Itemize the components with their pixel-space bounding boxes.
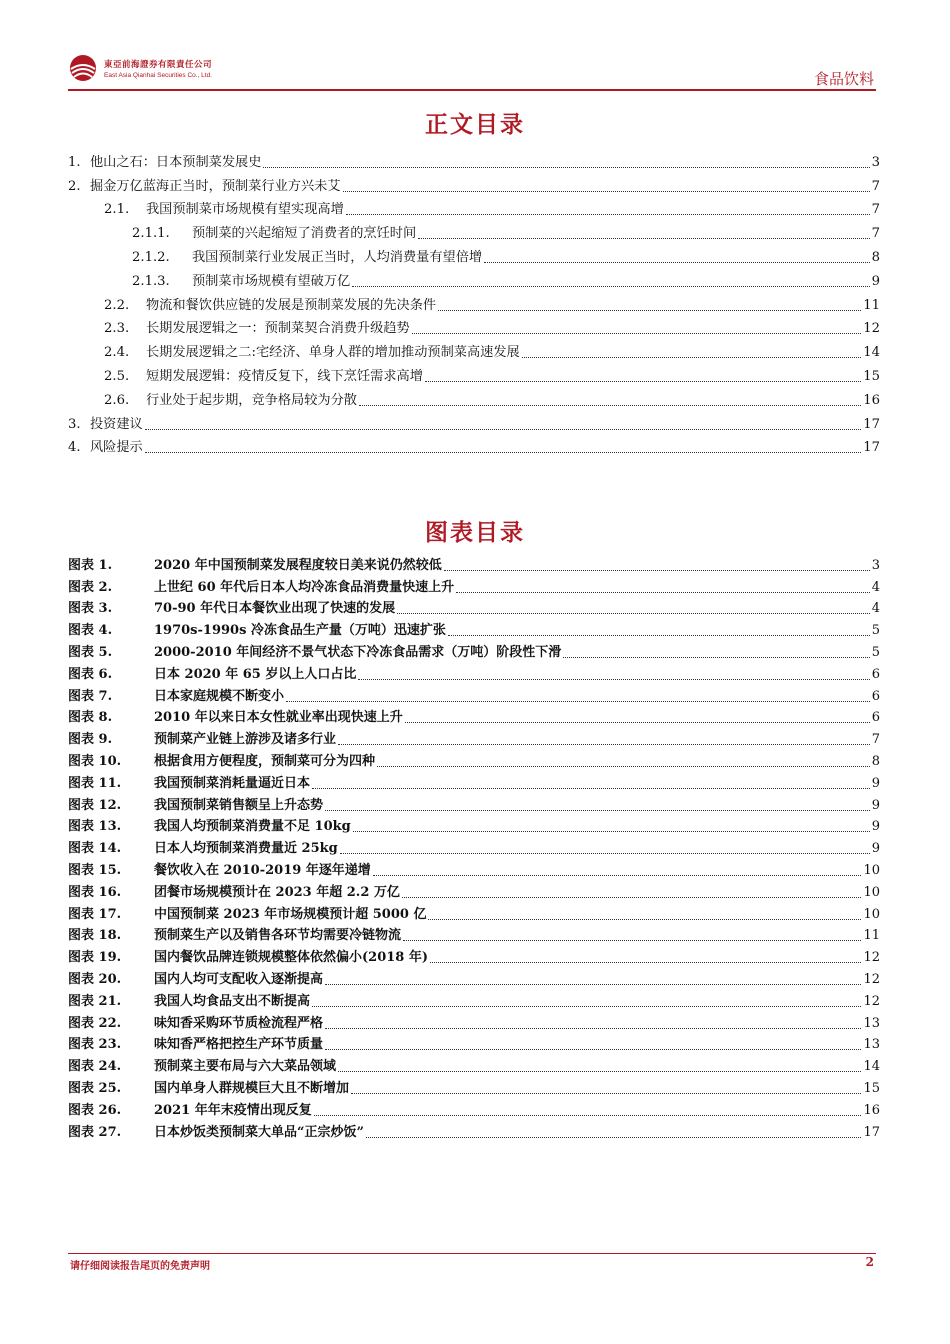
- figure-entry[interactable]: [68, 944, 880, 966]
- toc-entry-text: [68, 155, 263, 171]
- toc-entry-text: [104, 369, 425, 385]
- company-logo: [68, 53, 212, 83]
- figure-entry-page: 14: [863, 1059, 880, 1075]
- toc-entry-title: 预制菜市场规模有望破万亿: [192, 273, 351, 289]
- toc-leader-dots: [438, 310, 861, 311]
- toc-leader-dots: [145, 452, 861, 453]
- toc-entry-text: [104, 202, 346, 218]
- figure-leader-dots: [351, 1093, 861, 1094]
- toc-entry[interactable]: [68, 361, 880, 385]
- figure-leader-dots: [428, 919, 861, 920]
- figure-entry-label: 图表 12.: [68, 797, 122, 813]
- figure-entry-label: 图表 2.: [68, 579, 113, 595]
- figure-entry[interactable]: [68, 792, 880, 814]
- figure-entry[interactable]: [68, 1075, 880, 1097]
- figure-entry-text: [68, 710, 405, 726]
- toc-entry-number: 2.1.: [104, 202, 130, 218]
- figure-entry-page: 12: [863, 950, 880, 966]
- figure-entry[interactable]: [68, 988, 880, 1010]
- figure-entry-text: [68, 885, 402, 901]
- figure-entry-page: 4: [871, 601, 880, 617]
- figure-entry[interactable]: [68, 639, 880, 661]
- toc-heading: 正文目录: [425, 111, 525, 138]
- toc-leader-dots: [145, 429, 861, 430]
- company-logo-icon: [68, 53, 98, 83]
- figure-entry-page: 15: [863, 1080, 880, 1096]
- figure-entry-text: [68, 1125, 366, 1141]
- toc-entry-number: 2.3.: [104, 321, 130, 337]
- figure-entry-page: 8: [871, 753, 880, 769]
- toc-entry-text: [68, 440, 145, 456]
- figure-entry-title: 2010 年以来日本女性就业率出现快速上升: [154, 710, 403, 726]
- figure-entry-title: 1970s-1990s 冷冻食品生产量（万吨）迅速扩张: [154, 623, 446, 639]
- toc-leader-dots: [425, 381, 861, 382]
- toc-entry-number: 2.6.: [104, 392, 130, 408]
- figure-entry-label: 图表 6.: [68, 666, 113, 682]
- figure-entry-title: 日本人均预制菜消费量近 25kg: [154, 841, 338, 857]
- figure-entry-title: 我国人均预制菜消费量不足 10kg: [154, 819, 351, 835]
- toc-entry-number: 2.4.: [104, 345, 130, 361]
- figure-entry-text: [68, 798, 325, 814]
- figure-entry[interactable]: [68, 683, 880, 705]
- toc-leader-dots: [412, 333, 861, 334]
- figure-entry-title: 预制菜产业链上游涉及诸多行业: [154, 732, 337, 748]
- figure-entry-page: 5: [871, 644, 880, 660]
- toc-entry-page: 9: [871, 273, 880, 289]
- figure-entry-text: [68, 776, 312, 792]
- toc-entry-number: 4.: [68, 440, 81, 456]
- toc-entry-number: 2.1.1.: [132, 226, 170, 242]
- figure-entry[interactable]: [68, 1097, 880, 1119]
- toc-leader-dots: [359, 405, 861, 406]
- figure-entry-title: 味知香采购环节质检流程严格: [154, 1015, 324, 1031]
- figure-entry-page: 12: [863, 993, 880, 1009]
- toc-entry-title: 短期发展逻辑：疫情反复下，线下烹饪需求高增: [146, 368, 423, 384]
- toc-entry[interactable]: [68, 290, 880, 314]
- page-header: [68, 48, 876, 90]
- figure-leader-dots: [403, 940, 861, 941]
- toc-entry-number: 2.: [68, 178, 81, 194]
- figure-entry-title: 国内单身人群规模巨大且不断增加: [154, 1080, 350, 1096]
- figure-entry[interactable]: [68, 835, 880, 857]
- figure-entry[interactable]: [68, 748, 880, 770]
- toc-entry-number: 2.2.: [104, 297, 130, 313]
- figure-entry-text: [68, 1059, 338, 1075]
- figure-entry[interactable]: [68, 617, 880, 639]
- figure-entry-text: [68, 972, 325, 988]
- figure-leader-dots: [397, 613, 870, 614]
- figure-entry-label: 图表 10.: [68, 753, 122, 769]
- figure-leader-dots: [563, 657, 869, 658]
- figure-entry[interactable]: [68, 1010, 880, 1032]
- figure-entry-title: 上世纪 60 年代后日本人均冷冻食品消费量快速上升: [154, 579, 455, 595]
- toc-entry-title: 长期发展逻辑之一：预制菜契合消费升级趋势: [146, 321, 410, 337]
- figure-entry-page: 7: [871, 732, 880, 748]
- figure-entry[interactable]: [68, 814, 880, 836]
- toc-entry[interactable]: [68, 218, 880, 242]
- toc-entry-page: 3: [871, 154, 880, 170]
- toc-entry[interactable]: [68, 266, 880, 290]
- figure-entry[interactable]: [68, 596, 880, 618]
- figure-entry-title: 日本炒饭类预制菜大单品“正宗炒饭”: [154, 1124, 364, 1140]
- toc-entry-page: 16: [863, 392, 880, 408]
- figure-entry-page: 13: [863, 1037, 880, 1053]
- figure-entry-label: 图表 21.: [68, 993, 122, 1009]
- figure-leader-dots: [405, 722, 870, 723]
- figure-leader-dots: [358, 679, 869, 680]
- figure-entry-title: 团餐市场规模预计在 2023 年超 2.2 万亿: [154, 884, 400, 900]
- toc-entry[interactable]: [68, 385, 880, 409]
- figure-entry-text: [68, 580, 456, 596]
- figure-entry[interactable]: [68, 726, 880, 748]
- figure-entry-title: 预制菜生产以及销售各环节均需要冷链物流: [154, 928, 402, 944]
- figure-entry-page: 9: [871, 797, 880, 813]
- figure-entry-page: 6: [871, 688, 880, 704]
- figure-entry-label: 图表 20.: [68, 971, 122, 987]
- toc-entry-page: 11: [863, 297, 880, 313]
- figure-entry-text: [68, 558, 444, 574]
- figure-entry-label: 图表 14.: [68, 841, 122, 857]
- toc-entry[interactable]: [68, 409, 880, 433]
- figure-entry-text: [68, 623, 448, 639]
- figure-leader-dots: [366, 1137, 861, 1138]
- figure-entry-title: 味知香严格把控生产环节质量: [154, 1037, 324, 1053]
- company-name-cn: 東亞前海證券有限責任公司: [104, 59, 213, 70]
- figure-entry-text: [68, 1103, 314, 1119]
- figure-entry-text: [68, 994, 312, 1010]
- toc-leader-dots: [346, 214, 870, 215]
- toc-entry-page: 17: [863, 416, 880, 432]
- figure-leader-dots: [325, 1028, 861, 1029]
- figure-entry-title: 2021 年年末疫情出现反复: [154, 1102, 312, 1118]
- figure-entry-text: [68, 689, 286, 705]
- toc-entry-title: 行业处于起步期，竞争格局较为分散: [146, 392, 357, 408]
- figure-entry-title: 70-90 年代日本餐饮业出现了快速的发展: [154, 601, 396, 617]
- figure-entry-label: 图表 17.: [68, 906, 122, 922]
- figure-leader-dots: [312, 1006, 861, 1007]
- toc-entry-number: 3.: [68, 416, 81, 432]
- toc-entry-number: 2.1.3.: [132, 273, 170, 289]
- figure-leader-dots: [286, 701, 870, 702]
- figure-entry-title: 国内餐饮品牌连锁规模整体依然偏小(2018 年): [154, 950, 429, 966]
- toc-entry-title: 掘金万亿蓝海正当时，预制菜行业方兴未艾: [90, 178, 341, 194]
- figure-entry-label: 图表 5.: [68, 644, 113, 660]
- figure-entry-label: 图表 25.: [68, 1080, 122, 1096]
- figure-entry-page: 3: [871, 557, 880, 573]
- figure-leader-dots: [373, 875, 862, 876]
- figure-entry[interactable]: [68, 901, 880, 923]
- figure-entry-text: [68, 928, 403, 944]
- figure-entry-title: 日本 2020 年 65 岁以上人口占比: [154, 666, 357, 682]
- figure-entry-text: [68, 950, 430, 966]
- toc-entry[interactable]: [68, 337, 880, 361]
- figure-entry-label: 图表 24.: [68, 1059, 122, 1075]
- figure-leader-dots: [314, 1115, 862, 1116]
- figure-entry-title: 日本家庭规模不断变小: [154, 688, 285, 704]
- figure-entry[interactable]: [68, 574, 880, 596]
- toc-entry[interactable]: [68, 171, 880, 195]
- figure-entry-text: [68, 732, 338, 748]
- figure-leader-dots: [325, 1049, 861, 1050]
- figure-entry-title: 预制菜主要布局与六大菜品领域: [154, 1059, 337, 1075]
- figure-entry[interactable]: [68, 923, 880, 945]
- figure-entry[interactable]: [68, 966, 880, 988]
- figure-entry-page: 9: [871, 819, 880, 835]
- figure-entry-text: [68, 667, 358, 683]
- figure-entry-text: [68, 841, 340, 857]
- figure-leader-dots: [402, 897, 862, 898]
- figure-leader-dots: [340, 853, 870, 854]
- figure-entry-page: 4: [871, 579, 880, 595]
- header-divider: [68, 89, 876, 91]
- figure-entry-label: 图表 16.: [68, 884, 122, 900]
- page-number: 2: [865, 1255, 874, 1269]
- toc-entry-text: [132, 250, 484, 266]
- figure-entry-page: 9: [871, 841, 880, 857]
- toc-leader-dots: [352, 286, 869, 287]
- figure-entry-label: 图表 18.: [68, 928, 122, 944]
- toc-entry-title: 长期发展逻辑之二:宅经济、单身人群的增加推动预制菜高速发展: [146, 345, 520, 361]
- toc-leader-dots: [263, 167, 869, 168]
- toc-entry-number: 1.: [68, 154, 81, 170]
- figure-entry-label: 图表 11.: [68, 775, 122, 791]
- toc-entry-page: 15: [863, 368, 880, 384]
- figure-entry-text: [68, 1081, 351, 1097]
- toc-entry-number: 2.5.: [104, 368, 130, 384]
- figure-leader-dots: [353, 831, 870, 832]
- industry-label: 食品饮料: [813, 70, 874, 88]
- figure-entry-title: 2000-2010 年间经济不景气状态下冷冻食品需求（万吨）阶段性下滑: [154, 644, 562, 660]
- figure-leader-dots: [312, 788, 870, 789]
- figure-entry-page: 10: [863, 906, 880, 922]
- figure-entry[interactable]: [68, 879, 880, 901]
- figure-entry-label: 图表 26.: [68, 1102, 122, 1118]
- figure-entry-label: 图表 19.: [68, 950, 122, 966]
- toc-entry-title: 物流和餐饮供应链的发展是预制菜发展的先决条件: [146, 297, 437, 313]
- figure-leader-dots: [377, 766, 870, 767]
- figure-entry-text: [68, 1037, 325, 1053]
- figure-entry-label: 图表 8.: [68, 710, 113, 726]
- toc-entry-page: 7: [871, 226, 880, 242]
- figure-entry-title: 中国预制菜 2023 年市场规模预计超 5000 亿: [154, 906, 427, 922]
- toc-entry-title: 预制菜的兴起缩短了消费者的烹饪时间: [192, 226, 417, 242]
- figure-entry-label: 图表 23.: [68, 1037, 122, 1053]
- toc-entry-text: [68, 417, 145, 433]
- figure-leader-dots: [444, 570, 870, 571]
- figure-leader-dots: [338, 1071, 861, 1072]
- toc-entry-text: [104, 393, 359, 409]
- toc-entry-text: [132, 274, 352, 290]
- toc-entry-text: [104, 345, 522, 361]
- figure-entry-page: 10: [863, 884, 880, 900]
- figure-entry-text: [68, 819, 353, 835]
- figure-entry-text: [68, 754, 377, 770]
- figure-entry[interactable]: [68, 552, 880, 574]
- figure-entry-text: [68, 1016, 325, 1032]
- toc-entry-page: 7: [871, 202, 880, 218]
- figure-entry-title: 国内人均可支配收入逐渐提高: [154, 971, 324, 987]
- figure-entry-label: 图表 3.: [68, 601, 113, 617]
- toc-entry-page: 12: [863, 321, 880, 337]
- company-name-en: East Asia Qianhai Securities Co., Ltd.: [104, 71, 213, 79]
- toc-leader-dots: [522, 357, 862, 358]
- toc-entry-number: 2.1.2.: [132, 249, 170, 265]
- toc-entry-title: 风险提示: [90, 440, 143, 456]
- figure-leader-dots: [430, 962, 861, 963]
- figure-entry-label: 图表 15.: [68, 862, 122, 878]
- footer-divider: [68, 1253, 876, 1254]
- toc-leader-dots: [484, 262, 869, 263]
- figure-leader-dots: [325, 810, 870, 811]
- figure-entry-page: 11: [863, 928, 880, 944]
- toc-list: [68, 147, 880, 456]
- figure-entry-page: 17: [863, 1124, 880, 1140]
- toc-entry-title: 他山之石：日本预制菜发展史: [90, 154, 262, 170]
- figure-entry-page: 12: [863, 971, 880, 987]
- figure-entry-title: 餐饮收入在 2010-2019 年逐年递增: [154, 862, 371, 878]
- toc-entry[interactable]: [68, 314, 880, 338]
- figure-entry[interactable]: [68, 770, 880, 792]
- toc-entry-title: 我国预制菜行业发展正当时，人均消费量有望倍增: [192, 249, 483, 265]
- toc-entry-text: [132, 226, 418, 242]
- figure-leader-dots: [448, 635, 870, 636]
- figure-entry-title: 根据食用方便程度，预制菜可分为四种: [154, 753, 376, 769]
- toc-entry[interactable]: [68, 195, 880, 219]
- toc-entry-page: 8: [871, 249, 880, 265]
- figure-entry-title: 我国预制菜销售额呈上升态势: [154, 797, 324, 813]
- figure-entry[interactable]: [68, 1119, 880, 1141]
- figure-entry-label: 图表 9.: [68, 732, 113, 748]
- figure-entry[interactable]: [68, 705, 880, 727]
- footer-disclaimer: 请仔细阅读报告尾页的免责声明: [70, 1261, 210, 1272]
- figure-entry-label: 图表 1.: [68, 557, 113, 573]
- figure-entry-text: [68, 907, 428, 923]
- figure-entry-label: 图表 4.: [68, 623, 113, 639]
- toc-entry-title: 投资建议: [90, 416, 143, 432]
- toc-entry-page: 17: [863, 440, 880, 456]
- figure-entry-title: 我国预制菜消耗量逼近日本: [154, 775, 311, 791]
- figure-list-heading: 图表目录: [425, 519, 525, 546]
- figure-entry-label: 图表 13.: [68, 819, 122, 835]
- figure-entry[interactable]: [68, 857, 880, 879]
- toc-entry[interactable]: [68, 433, 880, 457]
- toc-leader-dots: [418, 238, 869, 239]
- toc-entry-page: 14: [863, 345, 880, 361]
- toc-entry-text: [104, 321, 412, 337]
- figure-entry-page: 16: [863, 1102, 880, 1118]
- figure-entry-label: 图表 7.: [68, 688, 113, 704]
- figure-entry-page: 9: [871, 775, 880, 791]
- figure-leader-dots: [456, 592, 870, 593]
- figure-entry-page: 5: [871, 623, 880, 639]
- toc-entry-text: [104, 298, 438, 314]
- figure-entry-text: [68, 601, 397, 617]
- figure-entry-page: 6: [871, 666, 880, 682]
- toc-entry-title: 我国预制菜市场规模有望实现高增: [146, 202, 344, 218]
- toc-entry-page: 7: [871, 178, 880, 194]
- figure-entry-label: 图表 22.: [68, 1015, 122, 1031]
- figure-entry-label: 图表 27.: [68, 1124, 122, 1140]
- figure-entry-text: [68, 863, 373, 879]
- figure-entry[interactable]: [68, 1053, 880, 1075]
- figure-entry-page: 6: [871, 710, 880, 726]
- figure-leader-dots: [338, 744, 870, 745]
- figure-entry-page: 13: [863, 1015, 880, 1031]
- toc-entry[interactable]: [68, 242, 880, 266]
- figure-entry[interactable]: [68, 661, 880, 683]
- figure-entry-title: 2020 年中国预制菜发展程度较日美来说仍然较低: [154, 557, 442, 573]
- toc-entry-text: [68, 179, 343, 195]
- figure-entry-title: 我国人均食品支出不断提高: [154, 993, 311, 1009]
- figure-entry-text: [68, 645, 563, 661]
- figure-entry[interactable]: [68, 1032, 880, 1054]
- figure-leader-dots: [325, 984, 861, 985]
- toc-leader-dots: [343, 191, 870, 192]
- figure-list: [68, 552, 880, 1141]
- toc-entry[interactable]: [68, 147, 880, 171]
- figure-entry-page: 10: [863, 862, 880, 878]
